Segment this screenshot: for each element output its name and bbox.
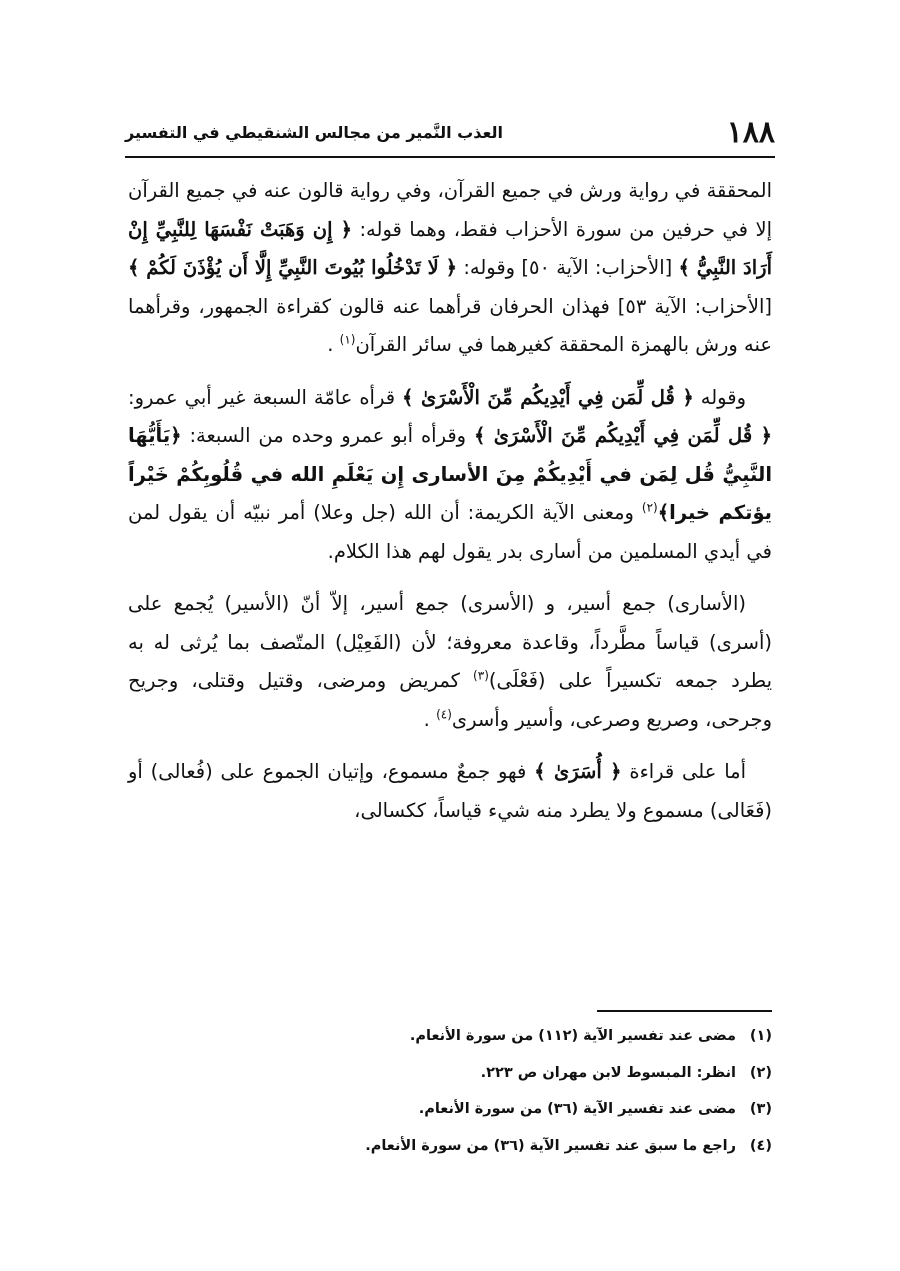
- footnote-text: مضى عند تفسير الآية (١١٢) من سورة الأنعام.: [409, 1028, 736, 1044]
- footnote-marker: (٣): [473, 668, 489, 683]
- body-paragraph: [128, 379, 772, 572]
- header-rule: [125, 156, 775, 158]
- footnote-text: راجع ما سبق عند تفسير الآية (٣٦) من سورة الأنعام.: [365, 1137, 736, 1154]
- footnote-number: (١): [749, 1028, 772, 1044]
- footnote-number: (٢): [749, 1064, 772, 1081]
- footnote-item: [128, 1018, 772, 1055]
- paragraph-text: وقرأه أبو عمرو وحده من السبعة:: [181, 424, 474, 447]
- paragraph-text: كمريض ومرضى، وقتيل وقتلى، وجريح وجرحى، وصريع وصرعى، وأسير وأسرى: [128, 669, 772, 731]
- quran-verse: ﴿ لَا تَدْخُلُوا بُيُوتَ النَّبِيِّ إِلَّا أَن يُؤْذَنَ لَكُمْ ﴾: [128, 256, 458, 279]
- quran-verse: ﴿ أُسَرَىٰ ﴾: [534, 760, 622, 783]
- page-header: [125, 112, 775, 152]
- footnotes: [128, 1018, 772, 1164]
- paragraph-text: ومعنى الآية الكريمة: أن الله (جل وعلا) أمر نبيّه أن يقول لمن في أيدي المسلمين من أسارى بدر يقول لهم هذا الكلام.: [128, 501, 772, 563]
- paragraph-text: .: [327, 333, 340, 356]
- quoted-reading: ﴿يَأَيُّهَا النَّبِيُّ قُل لِمَن في أَيْدِيكُمْ مِنَ الأسارى إِن يَعْلَمِ الله في قُلُوبِكُمْ خَيْراً يؤتكم خيرا﴾: [128, 424, 773, 524]
- footnote-number: (٣): [749, 1101, 772, 1117]
- footnote-item: [128, 1055, 772, 1092]
- footnote-marker: (٢): [641, 500, 658, 515]
- footnote-text: مضى عند تفسير الآية (٣٦) من سورة الأنعام.: [418, 1101, 736, 1117]
- paragraph-text: (الأسارى) جمع أسير، و (الأسرى) جمع أسير، إلاّ أنّ (الأسير) يُجمع على (أسرى) قياساً مطَّرداً، وقاعدة معروفة؛ لأن (الفَعِيْل) المتّصف بما يُرثى له به يطرد جمعه تكسيراً على (فَعْلَى): [128, 592, 773, 692]
- footnote-marker: (١): [339, 332, 356, 347]
- body-paragraph: [128, 753, 772, 830]
- footnote-item: [128, 1128, 772, 1165]
- quran-verse: ﴿ قُل لِّمَن فِي أَيْدِيكُم مِّنَ الْأَسْرَىٰ ﴾: [402, 385, 694, 409]
- paragraph-text: وقوله: [693, 385, 746, 409]
- paragraph-text: قرأه عامّة السبعة غير أبي عمرو:: [128, 385, 402, 409]
- paragraph-text: [الأحزاب: الآية ٥٣] فهذان الحرفان قرأهما عنه قالون كقراءة الجمهور، وقرأهما عنه ورش بالهمزة المحققة كغيرهما في سائر القرآن: [128, 294, 772, 356]
- running-title: العذب النَّمير من مجالس الشنقيطي في التفسير: [125, 122, 503, 142]
- footnote-marker: (٤): [436, 707, 452, 721]
- paragraph-text: [الأحزاب: الآية ٥٠] وقوله:: [457, 256, 679, 279]
- paragraph-text: .: [423, 707, 437, 731]
- footnote-number: (٤): [749, 1137, 772, 1154]
- quran-verse: ﴿ إِن وَهَبَتْ نَفْسَهَا لِلنَّبِيِّ إِنْ أَرَادَ النَّبِيُّ ﴾: [128, 217, 772, 279]
- body-paragraph: [128, 172, 772, 365]
- body-text: [128, 172, 772, 844]
- body-paragraph: [128, 585, 772, 739]
- footnote-text: انظر: المبسوط لابن مهران ص ٢٢٣.: [480, 1064, 736, 1081]
- page-number: ١٨٨: [726, 114, 775, 150]
- footnote-rule: [597, 1010, 772, 1012]
- paragraph-text: المحققة في رواية ورش في جميع القرآن، وفي رواية قالون عنه في جميع القرآن إلا في حرفين من سورة الأحزاب فقط، وهما قوله:: [128, 179, 772, 241]
- footnote-item: [128, 1091, 772, 1128]
- quran-verse: ﴿ قُل لِّمَن فِي أَيْدِيكُم مِّنَ الْأَسْرَىٰ ﴾: [473, 424, 773, 447]
- paragraph-text: فهو جمعٌ مسموع، وإتيان الجموع على (فُعالى) أو (فَعَالى) مسموع ولا يطرد منه شيء قياساً، ككسالى،: [128, 760, 772, 822]
- paragraph-text: أما على قراءة: [621, 760, 746, 783]
